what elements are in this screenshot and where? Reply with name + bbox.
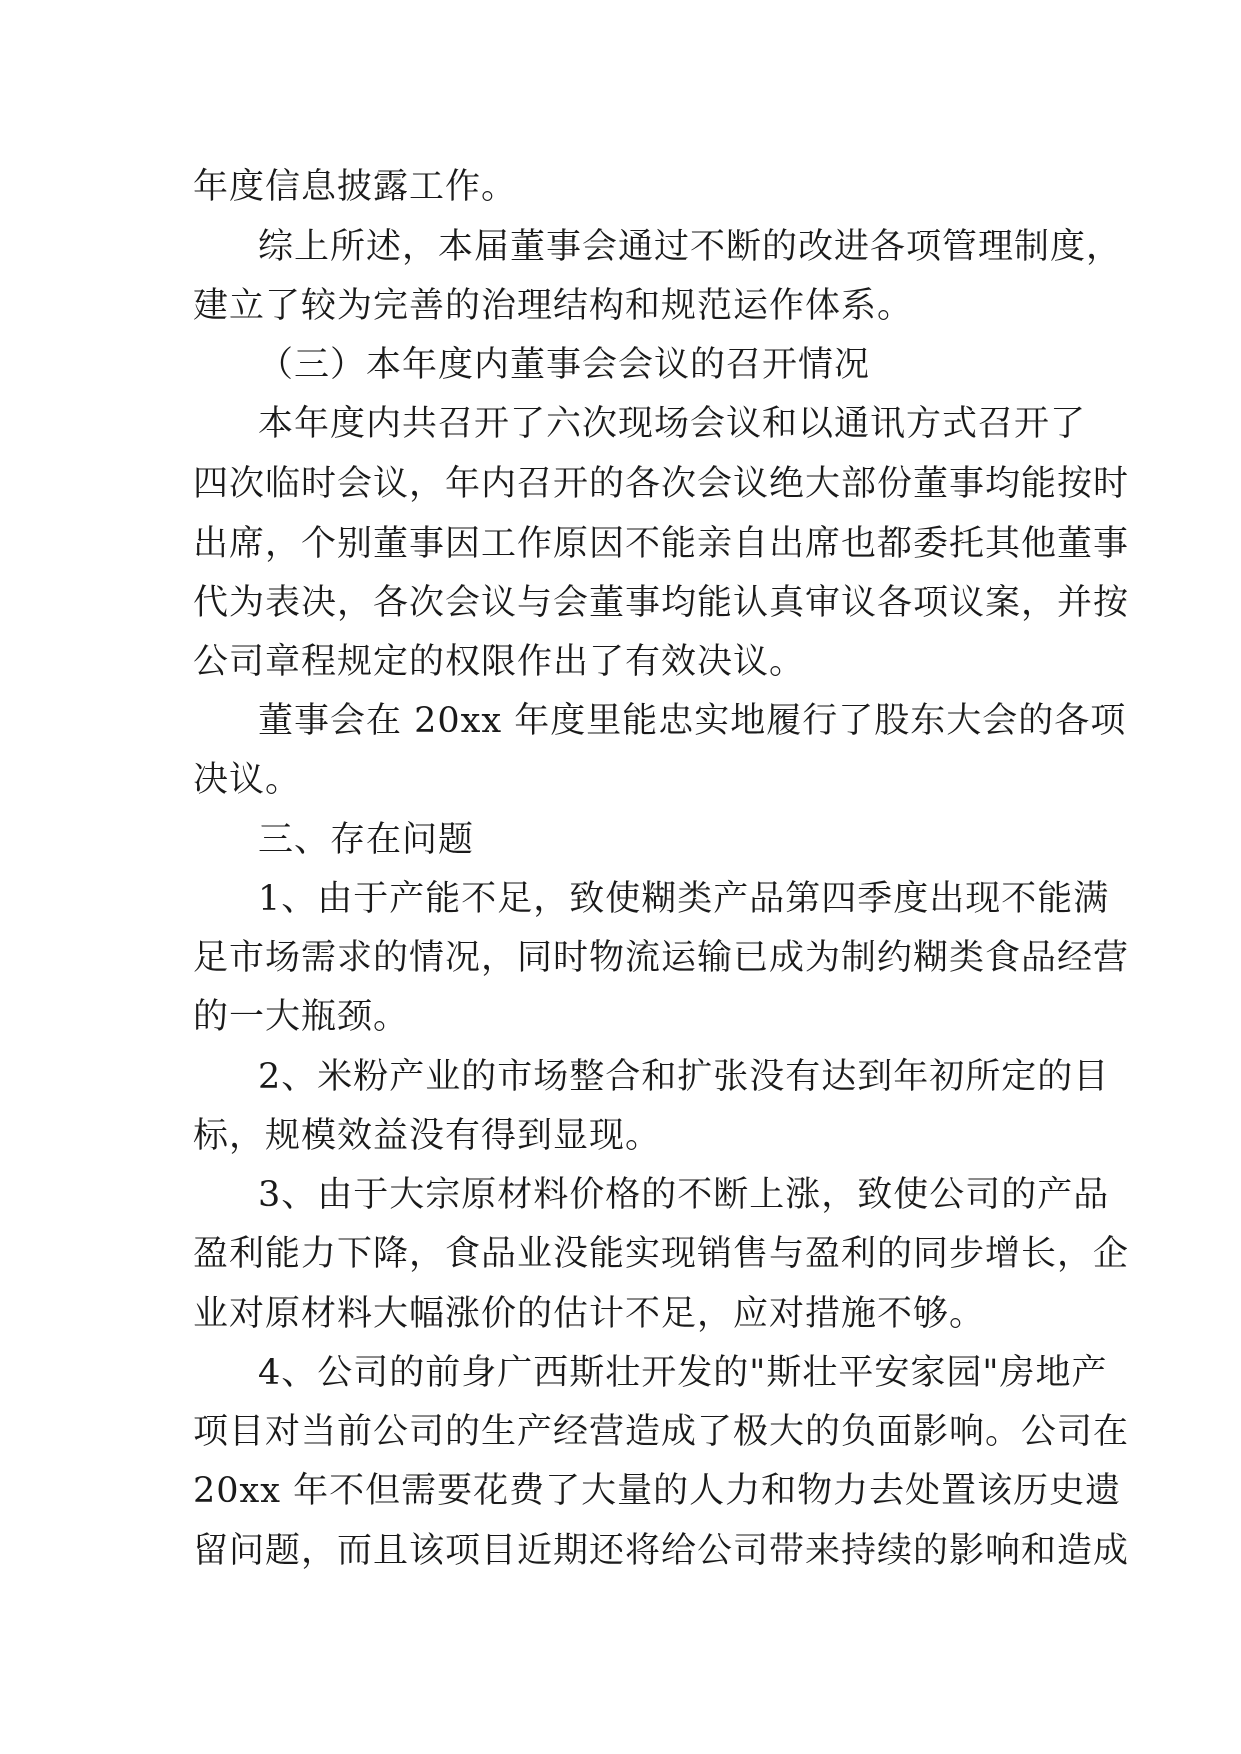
text-line: 出席，个别董事因工作原因不能亲自出席也都委托其他董事 <box>193 524 1130 564</box>
text-line: 决议。 <box>193 760 302 800</box>
text-line: 代为表决，各次会议与会董事均能认真审议各项议案，并按 <box>193 583 1130 623</box>
text-line: 20xx 年不但需要花费了大量的人力和物力去处置该历史遗 <box>193 1471 1122 1511</box>
text-line: 年度信息披露工作。 <box>193 167 518 207</box>
text-line: 公司章程规定的权限作出了有效决议。 <box>193 642 806 682</box>
text-line: 2、米粉产业的市场整合和扩张没有达到年初所定的目 <box>258 1057 1110 1097</box>
text-line: 董事会在 20xx 年度里能忠实地履行了股东大会的各项 <box>258 701 1127 741</box>
text-line: 业对原材料大幅涨价的估计不足，应对措施不够。 <box>193 1294 986 1334</box>
text-line: 足市场需求的情况，同时物流运输已成为制约糊类食品经营 <box>193 938 1130 978</box>
text-line: 项目对当前公司的生产经营造成了极大的负面影响。公司在 <box>193 1412 1130 1452</box>
section-heading: （三）本年度内董事会会议的召开情况 <box>258 345 871 385</box>
text-line: 4、公司的前身广西斯壮开发的"斯壮平安家园"房地产 <box>258 1353 1108 1393</box>
text-line: 的一大瓶颈。 <box>193 997 410 1037</box>
text-line: 综上所述，本届董事会通过不断的改进各项管理制度， <box>258 227 1123 267</box>
text-line: 3、由于大宗原材料价格的不断上涨，致使公司的产品 <box>258 1175 1110 1215</box>
text-line: 留问题，而且该项目近期还将给公司带来持续的影响和造成 <box>193 1531 1130 1571</box>
text-line: 标，规模效益没有得到显现。 <box>193 1116 662 1156</box>
text-line: 四次临时会议，年内召开的各次会议绝大部份董事均能按时 <box>193 464 1130 504</box>
text-line: 盈利能力下降，食品业没能实现销售与盈利的同步增长，企 <box>193 1234 1130 1274</box>
section-heading: 三、存在问题 <box>258 820 475 860</box>
text-line: 建立了较为完善的治理结构和规范运作体系。 <box>193 286 914 326</box>
text-line: 1、由于产能不足，致使糊类产品第四季度出现不能满 <box>258 879 1110 919</box>
text-line: 本年度内共召开了六次现场会议和以通讯方式召开了 <box>258 404 1087 444</box>
